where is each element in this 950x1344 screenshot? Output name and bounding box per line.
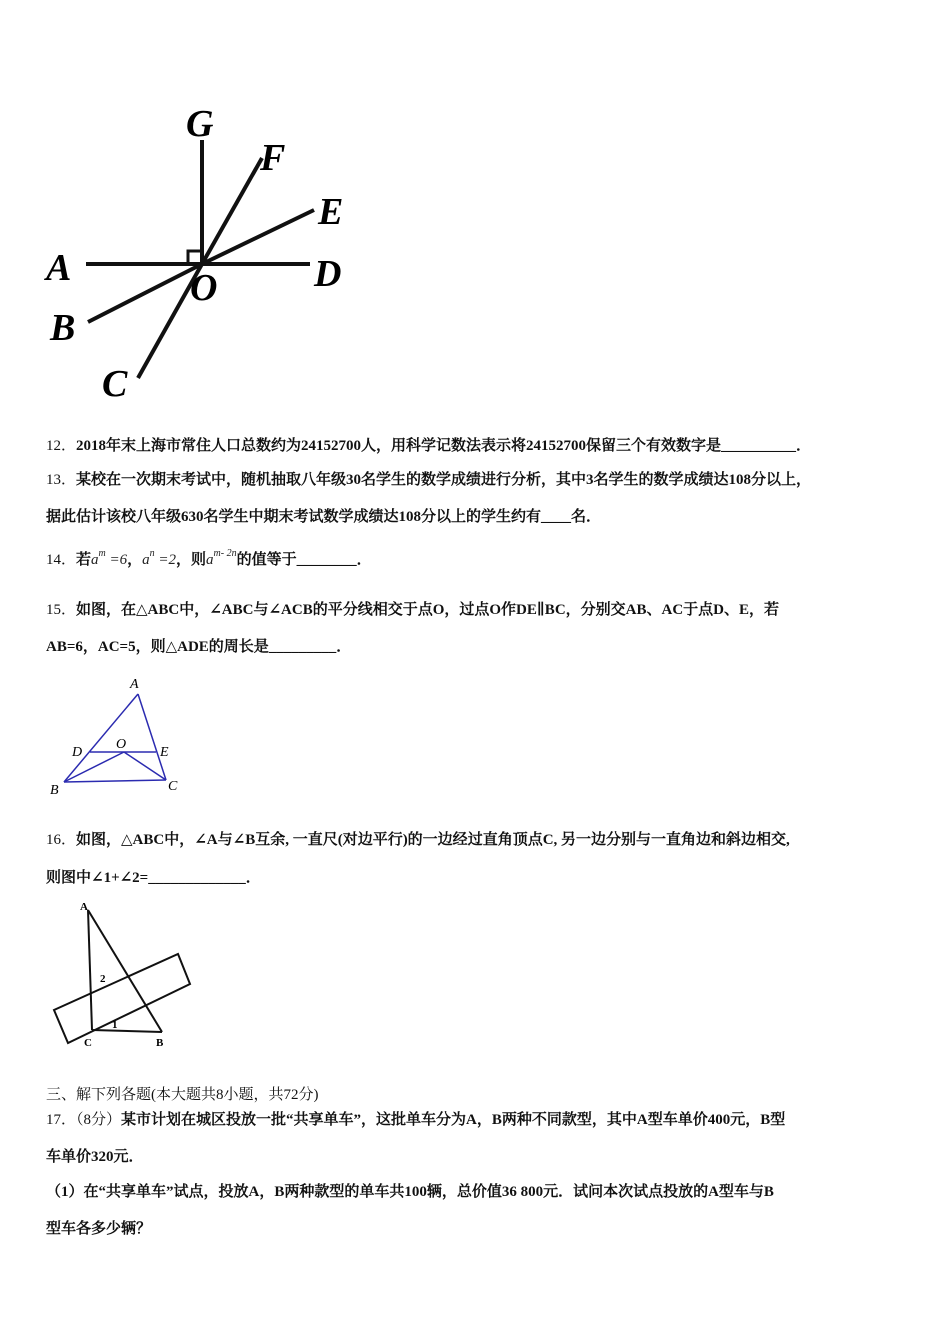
label-2: 2 <box>100 973 106 985</box>
label-d: D <box>314 253 342 295</box>
label-1: 1 <box>112 1019 118 1031</box>
question-15-line1 <box>46 600 779 620</box>
question-number: 16． <box>46 832 77 848</box>
question-text: 如图，△ABC中，∠A与∠B互余, 一直尺(对边平行)的一边经过直角顶点C, 另一边分别与一直角边和斜边相交, <box>76 832 790 848</box>
math-a-n: $a^n =2$ <box>142 548 177 568</box>
label-o: O <box>116 737 127 752</box>
question-text: 据此估计该校八年级630名学生中期末考试数学成绩达108分以上的学生约有____名． <box>46 509 602 525</box>
figure-angles <box>40 100 370 410</box>
question-13-line1 <box>46 470 811 490</box>
side-ab <box>88 910 162 1032</box>
question-number: 13． <box>46 472 77 488</box>
label-g: G <box>186 103 214 145</box>
label-e: E <box>318 191 344 233</box>
text-comma: ， <box>127 552 143 568</box>
question-text: 车单价320元． <box>46 1149 144 1165</box>
question-17-sub1-line1 <box>46 1182 774 1202</box>
label-b: B <box>50 307 76 349</box>
text-ze: ，则 <box>176 552 207 568</box>
label-c: C <box>84 1037 92 1049</box>
question-text: 则图中∠1+∠2=_____________． <box>46 870 261 886</box>
question-17-sub1-line2 <box>46 1219 151 1239</box>
question-number: 15． <box>46 602 77 618</box>
math-a-exp: $a^{m- 2n}$ <box>206 548 237 568</box>
side-cb <box>92 1030 162 1032</box>
text-tail: 的值等于________． <box>236 552 372 568</box>
side-ab <box>64 694 138 782</box>
label-a: A <box>130 677 139 692</box>
question-score: （8分） <box>76 1112 122 1128</box>
label-b: B <box>156 1037 164 1049</box>
question-text: 某市计划在城区投放一批“共享单车”，这批单车分为A，B两种不同款型，其中A型车单价400元，B型 <box>121 1112 786 1128</box>
figure-triangle-ruler <box>46 898 196 1054</box>
label-c: C <box>168 779 178 794</box>
question-17-line1 <box>46 1110 785 1130</box>
label-a: A <box>46 247 72 289</box>
question-number: 14． <box>46 552 77 568</box>
question-16-line2 <box>46 868 261 888</box>
label-c: C <box>102 363 128 405</box>
label-d: D <box>72 745 83 760</box>
label-a: A <box>80 901 88 913</box>
label-o: O <box>190 267 218 309</box>
question-text: AB=6，AC=5，则△ADE的周长是_________． <box>46 639 352 655</box>
question-text: 某校在一次期末考试中，随机抽取八年级30名学生的数学成绩进行分析，其中3名学生的数学成绩达108分以上， <box>76 472 812 488</box>
question-16-line1 <box>46 830 790 850</box>
question-13-line2 <box>46 507 601 527</box>
question-17-line2 <box>46 1147 144 1167</box>
figure-triangle-ade <box>40 672 190 802</box>
question-14 <box>46 550 372 572</box>
question-text: 2018年末上海市常住人口总数约为24152700人，用科学记数法表示将24152700保留三个有效数字是__________． <box>76 438 812 454</box>
section-3-title: 三、解下列各题(本大题共8小题，共72分) <box>46 1087 319 1103</box>
label-b: B <box>50 783 59 798</box>
label-f: F <box>260 137 286 179</box>
side-ac <box>88 910 92 1030</box>
math-a-m: $a^m =6$ <box>91 548 128 568</box>
label-e: E <box>160 745 169 760</box>
question-15-line2 <box>46 637 351 657</box>
question-text: 如图，在△ABC中，∠ABC与∠ACB的平分线相交于点O，过点O作DE∥BC，分别交AB、AC于点D、E，若 <box>76 602 779 618</box>
side-bc <box>64 780 166 782</box>
question-12 <box>46 436 811 456</box>
question-text: 型车各多少辆？ <box>46 1221 152 1237</box>
question-text: （1）在“共享单车”试点，投放A，B两种款型的单车共100辆，总价值36 800元．试问本次试点投放的A型车与B <box>46 1184 774 1200</box>
question-number: 17． <box>46 1112 77 1128</box>
question-number: 12． <box>46 438 77 454</box>
text-ruo: 若 <box>76 552 92 568</box>
side-ac <box>138 694 166 780</box>
